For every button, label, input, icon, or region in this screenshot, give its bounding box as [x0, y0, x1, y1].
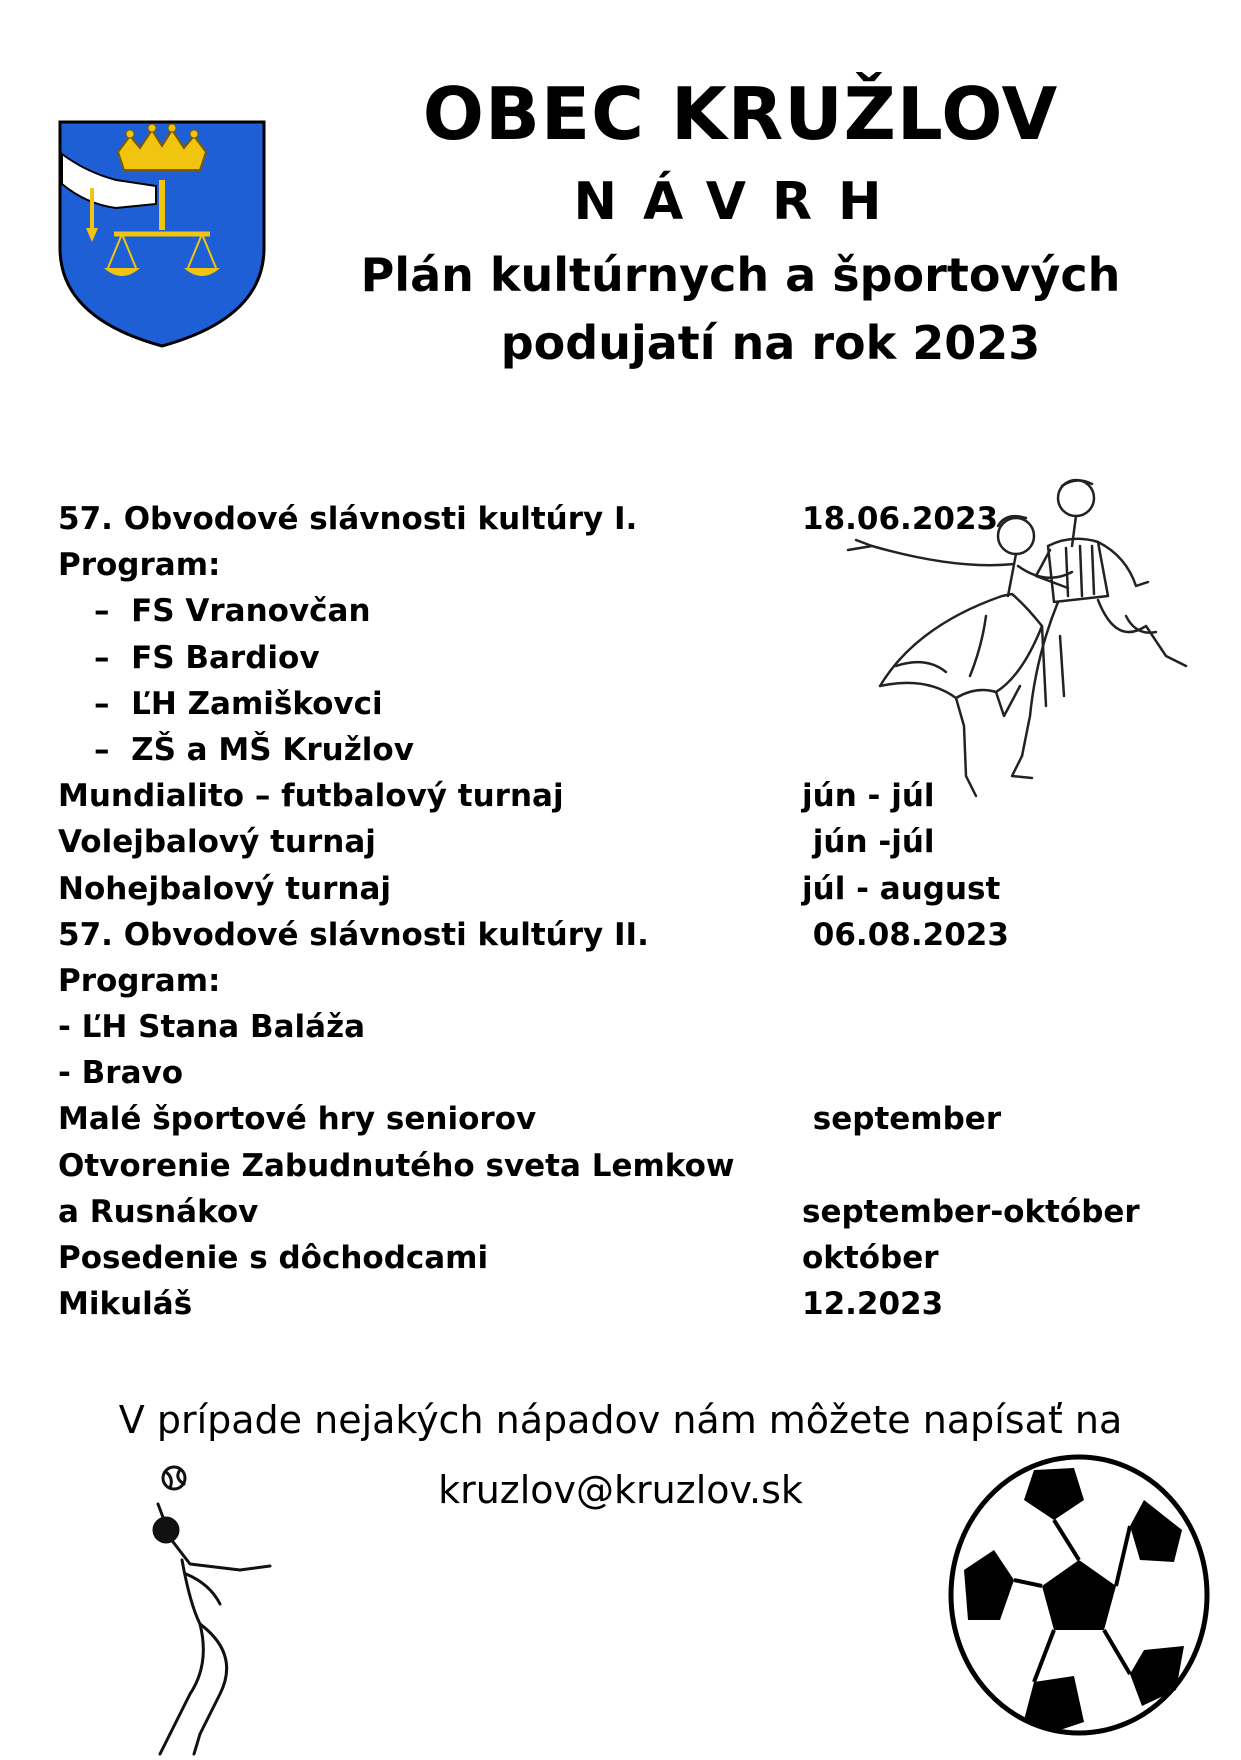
event-row [58, 1189, 1208, 1235]
event-row [58, 1235, 1208, 1281]
event-row [58, 727, 1208, 773]
event-label: Mundialito – futbalový turnaj [58, 778, 564, 815]
event-label: 57. Obvodové slávnosti kultúry I. [58, 501, 638, 537]
event-row [58, 1281, 1208, 1327]
event-row [58, 958, 1208, 1004]
contact-text: V prípade nejakých nápadov nám môžete napísať na [118, 1398, 1123, 1442]
event-label: – FS Bardiov [94, 639, 320, 676]
event-row [58, 496, 1208, 542]
event-row [58, 866, 1208, 912]
event-label: 57. Obvodové slávnosti kultúry II. [58, 916, 649, 953]
event-date: jún - júl [802, 778, 935, 815]
event-label: – FS Vranovčan [94, 593, 371, 630]
event-row [58, 773, 1208, 819]
event-label: – ĽH Zamiškovci [94, 685, 383, 722]
event-row [58, 819, 1208, 865]
event-date: 06.08.2023 [802, 916, 1009, 953]
volleyball-player-icon [130, 1464, 310, 1760]
event-date: september [802, 1101, 1002, 1138]
event-date: október [802, 1240, 939, 1276]
event-label: a Rusnákov [58, 1193, 259, 1230]
event-label: Volejbalový turnaj [58, 824, 376, 861]
event-label: Posedenie s dôchodcami [58, 1240, 489, 1276]
event-row [58, 635, 1208, 681]
plan-heading-line2: podujatí na rok 2023 [500, 316, 1041, 370]
draft-label: NÁVRH [573, 172, 908, 232]
event-row [58, 1050, 1208, 1096]
event-row [58, 1004, 1208, 1050]
event-label: – ZŠ a MŠ Kružlov [94, 731, 414, 768]
event-label: Malé športové hry seniorov [58, 1101, 537, 1138]
event-label: - Bravo [58, 1055, 183, 1092]
events-list [58, 496, 1208, 1327]
event-date: júl - august [802, 870, 1001, 907]
event-row [58, 542, 1208, 588]
event-row [58, 681, 1208, 727]
event-label: Program: [58, 547, 221, 584]
page-title: OBEC KRUŽLOV [422, 72, 1059, 156]
event-label: Program: [58, 962, 221, 999]
contact-email[interactable]: kruzlov@kruzlov.sk [438, 1468, 803, 1512]
event-label: - ĽH Stana Baláža [58, 1009, 366, 1046]
event-row [58, 1096, 1208, 1142]
soccer-ball-icon [944, 1450, 1214, 1740]
event-row [58, 912, 1208, 958]
event-date: september-október [802, 1193, 1140, 1230]
event-label: Mikuláš [58, 1286, 193, 1323]
event-row [58, 1143, 1208, 1189]
event-label: Nohejbalový turnaj [58, 870, 391, 907]
event-date: jún -júl [802, 824, 935, 861]
event-row [58, 588, 1208, 634]
event-label: Otvorenie Zabudnutého sveta Lemkow [58, 1147, 735, 1184]
plan-heading-line1: Plán kultúrnych a športových [360, 248, 1121, 302]
event-date: 12.2023 [802, 1286, 944, 1323]
event-date: 18.06.2023 [802, 501, 999, 537]
